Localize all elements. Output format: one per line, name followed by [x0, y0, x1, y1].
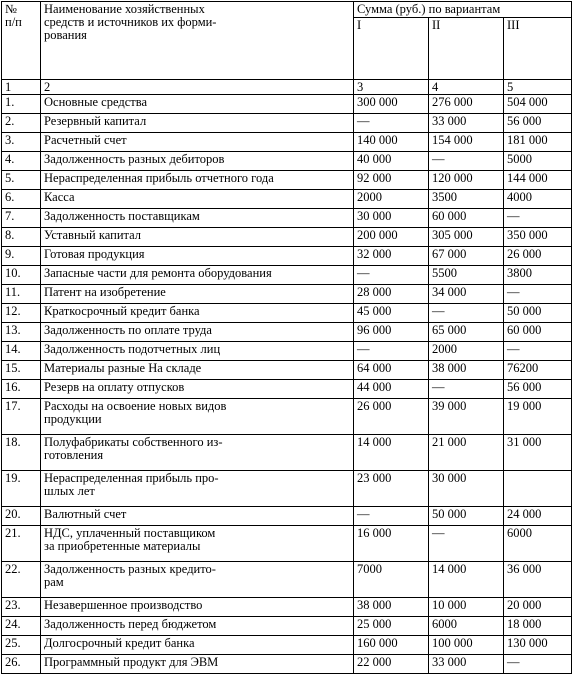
row-value-1: —	[354, 507, 429, 526]
table-row	[2, 190, 572, 209]
table-row	[2, 304, 572, 323]
row-value-1: 96 000	[354, 323, 429, 342]
row-value-1: 45 000	[354, 304, 429, 323]
row-value-1: 140 000	[354, 133, 429, 152]
row-value-2: 34 000	[429, 285, 504, 304]
row-value-3: 504 000	[504, 95, 572, 114]
row-name: Уставный капитал	[41, 228, 354, 247]
row-name: Задолженность разных кредито- рам	[41, 562, 354, 598]
row-value-3: 5000	[504, 152, 572, 171]
row-value-1: 92 000	[354, 171, 429, 190]
row-number: 11.	[2, 285, 41, 304]
row-number: 6.	[2, 190, 41, 209]
column-number: 5	[504, 80, 572, 95]
row-value-3: 26 000	[504, 247, 572, 266]
row-name: Незавершенное производство	[41, 598, 354, 617]
row-name: Расходы на освоение новых видов продукции	[41, 399, 354, 435]
row-number: 23.	[2, 598, 41, 617]
row-value-2: 39 000	[429, 399, 504, 435]
column-number: 3	[354, 80, 429, 95]
row-number: 22.	[2, 562, 41, 598]
table-row	[2, 399, 572, 435]
column-number: 4	[429, 80, 504, 95]
row-number: 14.	[2, 342, 41, 361]
row-value-3: —	[504, 342, 572, 361]
row-value-3: 76200	[504, 361, 572, 380]
row-number: 21.	[2, 526, 41, 562]
row-name: Патент на изобретение	[41, 285, 354, 304]
row-value-2: —	[429, 152, 504, 171]
column-number-row	[2, 80, 572, 95]
row-value-1: —	[354, 114, 429, 133]
row-value-3: 350 000	[504, 228, 572, 247]
row-number: 20.	[2, 507, 41, 526]
row-number: 17.	[2, 399, 41, 435]
row-name: Задолженность поставщикам	[41, 209, 354, 228]
table-row	[2, 526, 572, 562]
row-number: 8.	[2, 228, 41, 247]
table-row	[2, 95, 572, 114]
row-value-2: 2000	[429, 342, 504, 361]
row-number: 9.	[2, 247, 41, 266]
row-value-2: 67 000	[429, 247, 504, 266]
row-value-3: 19 000	[504, 399, 572, 435]
row-name: Готовая продукция	[41, 247, 354, 266]
row-number: 19.	[2, 471, 41, 507]
table-row	[2, 152, 572, 171]
row-value-3: 60 000	[504, 323, 572, 342]
table-row	[2, 342, 572, 361]
row-name: Расчетный счет	[41, 133, 354, 152]
row-number: 1.	[2, 95, 41, 114]
row-value-3: 56 000	[504, 380, 572, 399]
row-value-2: 14 000	[429, 562, 504, 598]
row-value-3: 31 000	[504, 435, 572, 471]
row-number: 26.	[2, 655, 41, 674]
row-value-1: 40 000	[354, 152, 429, 171]
row-value-3: 181 000	[504, 133, 572, 152]
row-name: Полуфабрикаты собственного из- готовления	[41, 435, 354, 471]
row-value-2: 120 000	[429, 171, 504, 190]
row-value-1: 16 000	[354, 526, 429, 562]
row-name: Основные средства	[41, 95, 354, 114]
row-number: 16.	[2, 380, 41, 399]
row-value-2: 154 000	[429, 133, 504, 152]
table-row	[2, 209, 572, 228]
row-value-2: —	[429, 380, 504, 399]
row-value-1: —	[354, 266, 429, 285]
row-name: Нераспределенная прибыль отчетного года	[41, 171, 354, 190]
row-value-2: 6000	[429, 617, 504, 636]
row-number: 5.	[2, 171, 41, 190]
row-value-2: 50 000	[429, 507, 504, 526]
row-value-2: 10 000	[429, 598, 504, 617]
row-value-1: 200 000	[354, 228, 429, 247]
column-number: 2	[41, 80, 354, 95]
row-name: Задолженность разных дебиторов	[41, 152, 354, 171]
row-value-1: 25 000	[354, 617, 429, 636]
row-value-2: 60 000	[429, 209, 504, 228]
row-name: Валютный счет	[41, 507, 354, 526]
table-row	[2, 247, 572, 266]
row-value-1: 32 000	[354, 247, 429, 266]
row-value-2: 33 000	[429, 655, 504, 674]
row-value-1: 44 000	[354, 380, 429, 399]
row-number: 2.	[2, 114, 41, 133]
row-value-2: 5500	[429, 266, 504, 285]
row-value-3	[504, 471, 572, 507]
row-value-3: 3800	[504, 266, 572, 285]
row-name: Долгосрочный кредит банка	[41, 636, 354, 655]
table-row	[2, 323, 572, 342]
row-name: Нераспределенная прибыль про- шлых лет	[41, 471, 354, 507]
row-value-1: —	[354, 342, 429, 361]
row-number: 18.	[2, 435, 41, 471]
row-number: 10.	[2, 266, 41, 285]
table-row	[2, 228, 572, 247]
row-value-2: 305 000	[429, 228, 504, 247]
row-value-1: 7000	[354, 562, 429, 598]
table-row	[2, 133, 572, 152]
row-value-3: 18 000	[504, 617, 572, 636]
row-value-1: 22 000	[354, 655, 429, 674]
row-value-1: 2000	[354, 190, 429, 209]
header-sum: Сумма (руб.) по вариантам	[354, 2, 572, 18]
row-name: Программный продукт для ЭВМ	[41, 655, 354, 674]
row-number: 24.	[2, 617, 41, 636]
variants-table	[1, 1, 572, 674]
row-value-1: 30 000	[354, 209, 429, 228]
table-row	[2, 171, 572, 190]
row-value-3: 56 000	[504, 114, 572, 133]
row-value-1: 28 000	[354, 285, 429, 304]
row-name: Задолженность подотчетных лиц	[41, 342, 354, 361]
table-row	[2, 507, 572, 526]
row-value-1: 38 000	[354, 598, 429, 617]
row-value-3: 50 000	[504, 304, 572, 323]
row-name: Краткосрочный кредит банка	[41, 304, 354, 323]
row-value-2: 276 000	[429, 95, 504, 114]
row-name: НДС, уплаченный поставщиком за приобретенные материалы	[41, 526, 354, 562]
row-value-2: —	[429, 526, 504, 562]
row-number: 15.	[2, 361, 41, 380]
row-value-1: 26 000	[354, 399, 429, 435]
row-number: 7.	[2, 209, 41, 228]
row-number: 3.	[2, 133, 41, 152]
table-row	[2, 562, 572, 598]
column-number: 1	[2, 80, 41, 95]
header-variant-2: II	[429, 18, 504, 80]
row-value-2: 65 000	[429, 323, 504, 342]
row-name: Материалы разные На складе	[41, 361, 354, 380]
row-value-3: 20 000	[504, 598, 572, 617]
row-value-3: —	[504, 209, 572, 228]
header-variant-3: III	[504, 18, 572, 80]
row-value-2: —	[429, 304, 504, 323]
header-name: Наименование хозяйственных средств и источников их форми- рования	[41, 2, 354, 80]
header-variant-1: I	[354, 18, 429, 80]
row-number: 4.	[2, 152, 41, 171]
row-value-1: 300 000	[354, 95, 429, 114]
row-name: Резерв на оплату отпусков	[41, 380, 354, 399]
table-row	[2, 598, 572, 617]
table-row	[2, 285, 572, 304]
row-value-3: 144 000	[504, 171, 572, 190]
row-value-2: 21 000	[429, 435, 504, 471]
table-row	[2, 655, 572, 674]
table-row	[2, 361, 572, 380]
table-row	[2, 617, 572, 636]
table-row	[2, 435, 572, 471]
row-name: Задолженность по оплате труда	[41, 323, 354, 342]
row-value-3: 4000	[504, 190, 572, 209]
row-value-1: 160 000	[354, 636, 429, 655]
row-value-3: —	[504, 655, 572, 674]
row-name: Задолженность перед бюджетом	[41, 617, 354, 636]
row-value-1: 23 000	[354, 471, 429, 507]
table-row	[2, 636, 572, 655]
table-row	[2, 266, 572, 285]
row-value-2: 33 000	[429, 114, 504, 133]
row-name: Запасные части для ремонта оборудования	[41, 266, 354, 285]
table-row	[2, 471, 572, 507]
row-value-2: 3500	[429, 190, 504, 209]
row-value-3: 130 000	[504, 636, 572, 655]
row-value-2: 100 000	[429, 636, 504, 655]
row-number: 13.	[2, 323, 41, 342]
row-value-1: 64 000	[354, 361, 429, 380]
header-number: № п/п	[2, 2, 41, 80]
row-value-3: 24 000	[504, 507, 572, 526]
row-value-3: —	[504, 285, 572, 304]
row-number: 25.	[2, 636, 41, 655]
row-value-1: 14 000	[354, 435, 429, 471]
row-value-2: 38 000	[429, 361, 504, 380]
row-value-2: 30 000	[429, 471, 504, 507]
table-row	[2, 380, 572, 399]
row-value-3: 6000	[504, 526, 572, 562]
row-name: Резервный капитал	[41, 114, 354, 133]
row-value-3: 36 000	[504, 562, 572, 598]
row-number: 12.	[2, 304, 41, 323]
table-row	[2, 114, 572, 133]
row-name: Касса	[41, 190, 354, 209]
